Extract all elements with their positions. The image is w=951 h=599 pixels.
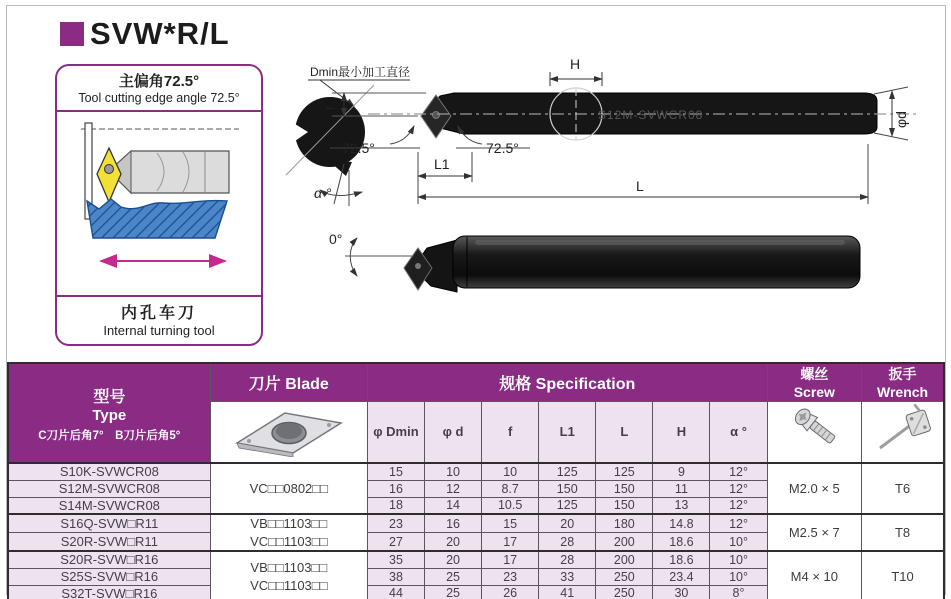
insert-hole bbox=[105, 165, 114, 174]
blade-insert-image bbox=[227, 403, 351, 457]
column-header-wrench bbox=[862, 363, 944, 401]
tool-info-box bbox=[55, 64, 263, 346]
column-header-specification: 规格 Specification bbox=[367, 363, 767, 401]
value-l1: 41 bbox=[539, 585, 596, 599]
spec-subheader-f: f bbox=[482, 401, 539, 463]
screw-header-en: Screw bbox=[793, 384, 835, 401]
value-f: 17 bbox=[482, 551, 539, 568]
value-d: 20 bbox=[425, 551, 482, 568]
blade-code: VC□□1103□□ bbox=[250, 533, 328, 549]
value-d: 16 bbox=[425, 514, 482, 533]
value-l: 250 bbox=[596, 585, 653, 599]
bar-engraving: S12M-SVWCR08 bbox=[598, 108, 704, 122]
value-h: 18.6 bbox=[653, 533, 710, 552]
wrench-cell: T8 bbox=[862, 514, 944, 551]
insert-diamond bbox=[97, 148, 121, 202]
tool-name-en: Internal turning tool bbox=[103, 323, 215, 338]
value-d: 14 bbox=[425, 497, 482, 514]
value-alpha: 10° bbox=[710, 551, 767, 568]
value-l1: 125 bbox=[539, 463, 596, 480]
blade-cell bbox=[210, 463, 367, 514]
value-l: 180 bbox=[596, 514, 653, 533]
value-h: 11 bbox=[653, 480, 710, 497]
value-l: 150 bbox=[596, 480, 653, 497]
value-h: 23.4 bbox=[653, 568, 710, 585]
blade-image-cell bbox=[210, 401, 367, 463]
blade-code: VC□□0802□□ bbox=[249, 480, 328, 496]
value-f: 8.7 bbox=[482, 480, 539, 497]
application-diagram bbox=[57, 112, 261, 295]
cutting-angle-caption bbox=[57, 66, 261, 112]
cutting-angle-en: Tool cutting edge angle 72.5° bbox=[78, 91, 240, 105]
value-f: 17 bbox=[482, 533, 539, 552]
value-h: 30 bbox=[653, 585, 710, 599]
value-l1: 28 bbox=[539, 551, 596, 568]
shank-highlight bbox=[475, 240, 845, 245]
value-l: 250 bbox=[596, 568, 653, 585]
tool-head-insert-hole bbox=[415, 263, 421, 269]
value-h: 14.8 bbox=[653, 514, 710, 533]
bar-insert-hole bbox=[433, 112, 440, 119]
specification-table bbox=[7, 362, 945, 599]
blade-cell bbox=[210, 551, 367, 599]
spec-subheader-h: H bbox=[653, 401, 710, 463]
spec-subheader-l1: L1 bbox=[539, 401, 596, 463]
value-alpha: 12° bbox=[710, 514, 767, 533]
l1-label: L1 bbox=[434, 156, 450, 172]
h-label: H bbox=[570, 56, 581, 72]
d-label: φd bbox=[893, 111, 909, 128]
brand-square-icon bbox=[60, 22, 84, 46]
value-f: 15 bbox=[482, 514, 539, 533]
blade-code: VB□□1103□□ bbox=[250, 560, 328, 576]
type-cell: S12M-SVWCR08 bbox=[8, 480, 210, 497]
type-cell: S10K-SVWCR08 bbox=[8, 463, 210, 480]
spec-subheader-alpha: α ° bbox=[710, 401, 767, 463]
f-label: f bbox=[323, 106, 337, 110]
value-dmin: 16 bbox=[367, 480, 424, 497]
value-l1: 20 bbox=[539, 514, 596, 533]
page-title: SVW*R/L bbox=[90, 16, 230, 51]
internal-turning-diagram bbox=[57, 112, 261, 295]
value-dmin: 18 bbox=[367, 497, 424, 514]
value-f: 10 bbox=[482, 463, 539, 480]
cutting-angle-cn: 主偏角72.5° bbox=[118, 73, 200, 90]
screw-cell: M4 × 10 bbox=[767, 551, 862, 599]
value-l: 125 bbox=[596, 463, 653, 480]
angle-left-arrow bbox=[390, 126, 414, 144]
type-cell: S20R-SVW□R11 bbox=[8, 533, 210, 552]
value-d: 10 bbox=[425, 463, 482, 480]
type-cell: S32T-SVW□R16 bbox=[8, 585, 210, 599]
zero-angle-label: 0° bbox=[329, 231, 343, 247]
value-h: 9 bbox=[653, 463, 710, 480]
value-dmin: 23 bbox=[367, 514, 424, 533]
tool-photo-view bbox=[315, 210, 875, 345]
value-d: 12 bbox=[425, 480, 482, 497]
screw-header-cn: 螺丝 bbox=[800, 366, 829, 383]
wrench-cell: T6 bbox=[862, 463, 944, 514]
type-cell: S14M-SVWCR08 bbox=[8, 497, 210, 514]
column-header-type bbox=[8, 363, 210, 463]
value-l: 150 bbox=[596, 497, 653, 514]
value-h: 18.6 bbox=[653, 551, 710, 568]
value-alpha: 8° bbox=[710, 585, 767, 599]
type-cell: S16Q-SVW□R11 bbox=[8, 514, 210, 533]
value-l: 200 bbox=[596, 551, 653, 568]
angle-right-label: 72.5° bbox=[486, 140, 519, 156]
tool-name-caption bbox=[57, 295, 261, 342]
blade-cell bbox=[210, 514, 367, 551]
type-header-en: Type bbox=[92, 406, 127, 424]
value-f: 23 bbox=[482, 568, 539, 585]
wrench-cell: T10 bbox=[862, 551, 944, 599]
blade-code: VB□□1103□□ bbox=[250, 516, 328, 531]
spec-subheader-dmin: φ Dmin bbox=[367, 401, 424, 463]
screw-icon bbox=[779, 404, 849, 456]
value-h: 13 bbox=[653, 497, 710, 514]
wrench-image-cell bbox=[862, 401, 944, 463]
value-d: 25 bbox=[425, 568, 482, 585]
value-dmin: 27 bbox=[367, 533, 424, 552]
value-d: 20 bbox=[425, 533, 482, 552]
screw-cell: M2.0 × 5 bbox=[767, 463, 862, 514]
type-cell: S20R-SVW□R16 bbox=[8, 551, 210, 568]
wrench-icon bbox=[868, 404, 938, 456]
spec-subheader-d: φ d bbox=[425, 401, 482, 463]
value-dmin: 35 bbox=[367, 551, 424, 568]
value-dmin: 38 bbox=[367, 568, 424, 585]
screw-image-cell bbox=[767, 401, 862, 463]
value-dmin: 15 bbox=[367, 463, 424, 480]
value-d: 25 bbox=[425, 585, 482, 599]
tool-name-cn: 内孔车刀 bbox=[120, 305, 197, 322]
value-alpha: 12° bbox=[710, 497, 767, 514]
value-f: 10.5 bbox=[482, 497, 539, 514]
end-view-tip bbox=[328, 160, 352, 176]
type-cell: S25S-SVW□R16 bbox=[8, 568, 210, 585]
blade-code: VC□□1103□□ bbox=[250, 577, 328, 593]
value-l1: 33 bbox=[539, 568, 596, 585]
column-header-blade: 刀片 Blade bbox=[210, 363, 367, 401]
wrench-header-cn: 扳手 bbox=[888, 366, 917, 383]
value-l: 200 bbox=[596, 533, 653, 552]
l-label: L bbox=[636, 178, 644, 194]
value-l1: 28 bbox=[539, 533, 596, 552]
value-l1: 150 bbox=[539, 480, 596, 497]
zero-angle-arc bbox=[350, 238, 357, 276]
value-alpha: 12° bbox=[710, 480, 767, 497]
dimension-drawing bbox=[268, 52, 950, 216]
type-header-sub: C刀片后角7° B刀片后角5° bbox=[38, 429, 181, 442]
page-header bbox=[60, 16, 230, 52]
spec-subheader-l: L bbox=[596, 401, 653, 463]
value-alpha: 10° bbox=[710, 568, 767, 585]
wrench-header-en: Wrench bbox=[877, 384, 929, 401]
value-f: 26 bbox=[482, 585, 539, 599]
value-dmin: 44 bbox=[367, 585, 424, 599]
angle-left-label: 72.5° bbox=[342, 140, 375, 156]
value-alpha: 10° bbox=[710, 533, 767, 552]
value-alpha: 12° bbox=[710, 463, 767, 480]
value-l1: 125 bbox=[539, 497, 596, 514]
screw-cell: M2.5 × 7 bbox=[767, 514, 862, 551]
alpha-label: α ° bbox=[314, 185, 332, 201]
column-header-screw bbox=[767, 363, 862, 401]
dmin-label: Dmin最小加工直径 bbox=[310, 65, 411, 79]
workpiece-material bbox=[87, 199, 227, 238]
type-header-cn: 型号 bbox=[93, 388, 126, 406]
